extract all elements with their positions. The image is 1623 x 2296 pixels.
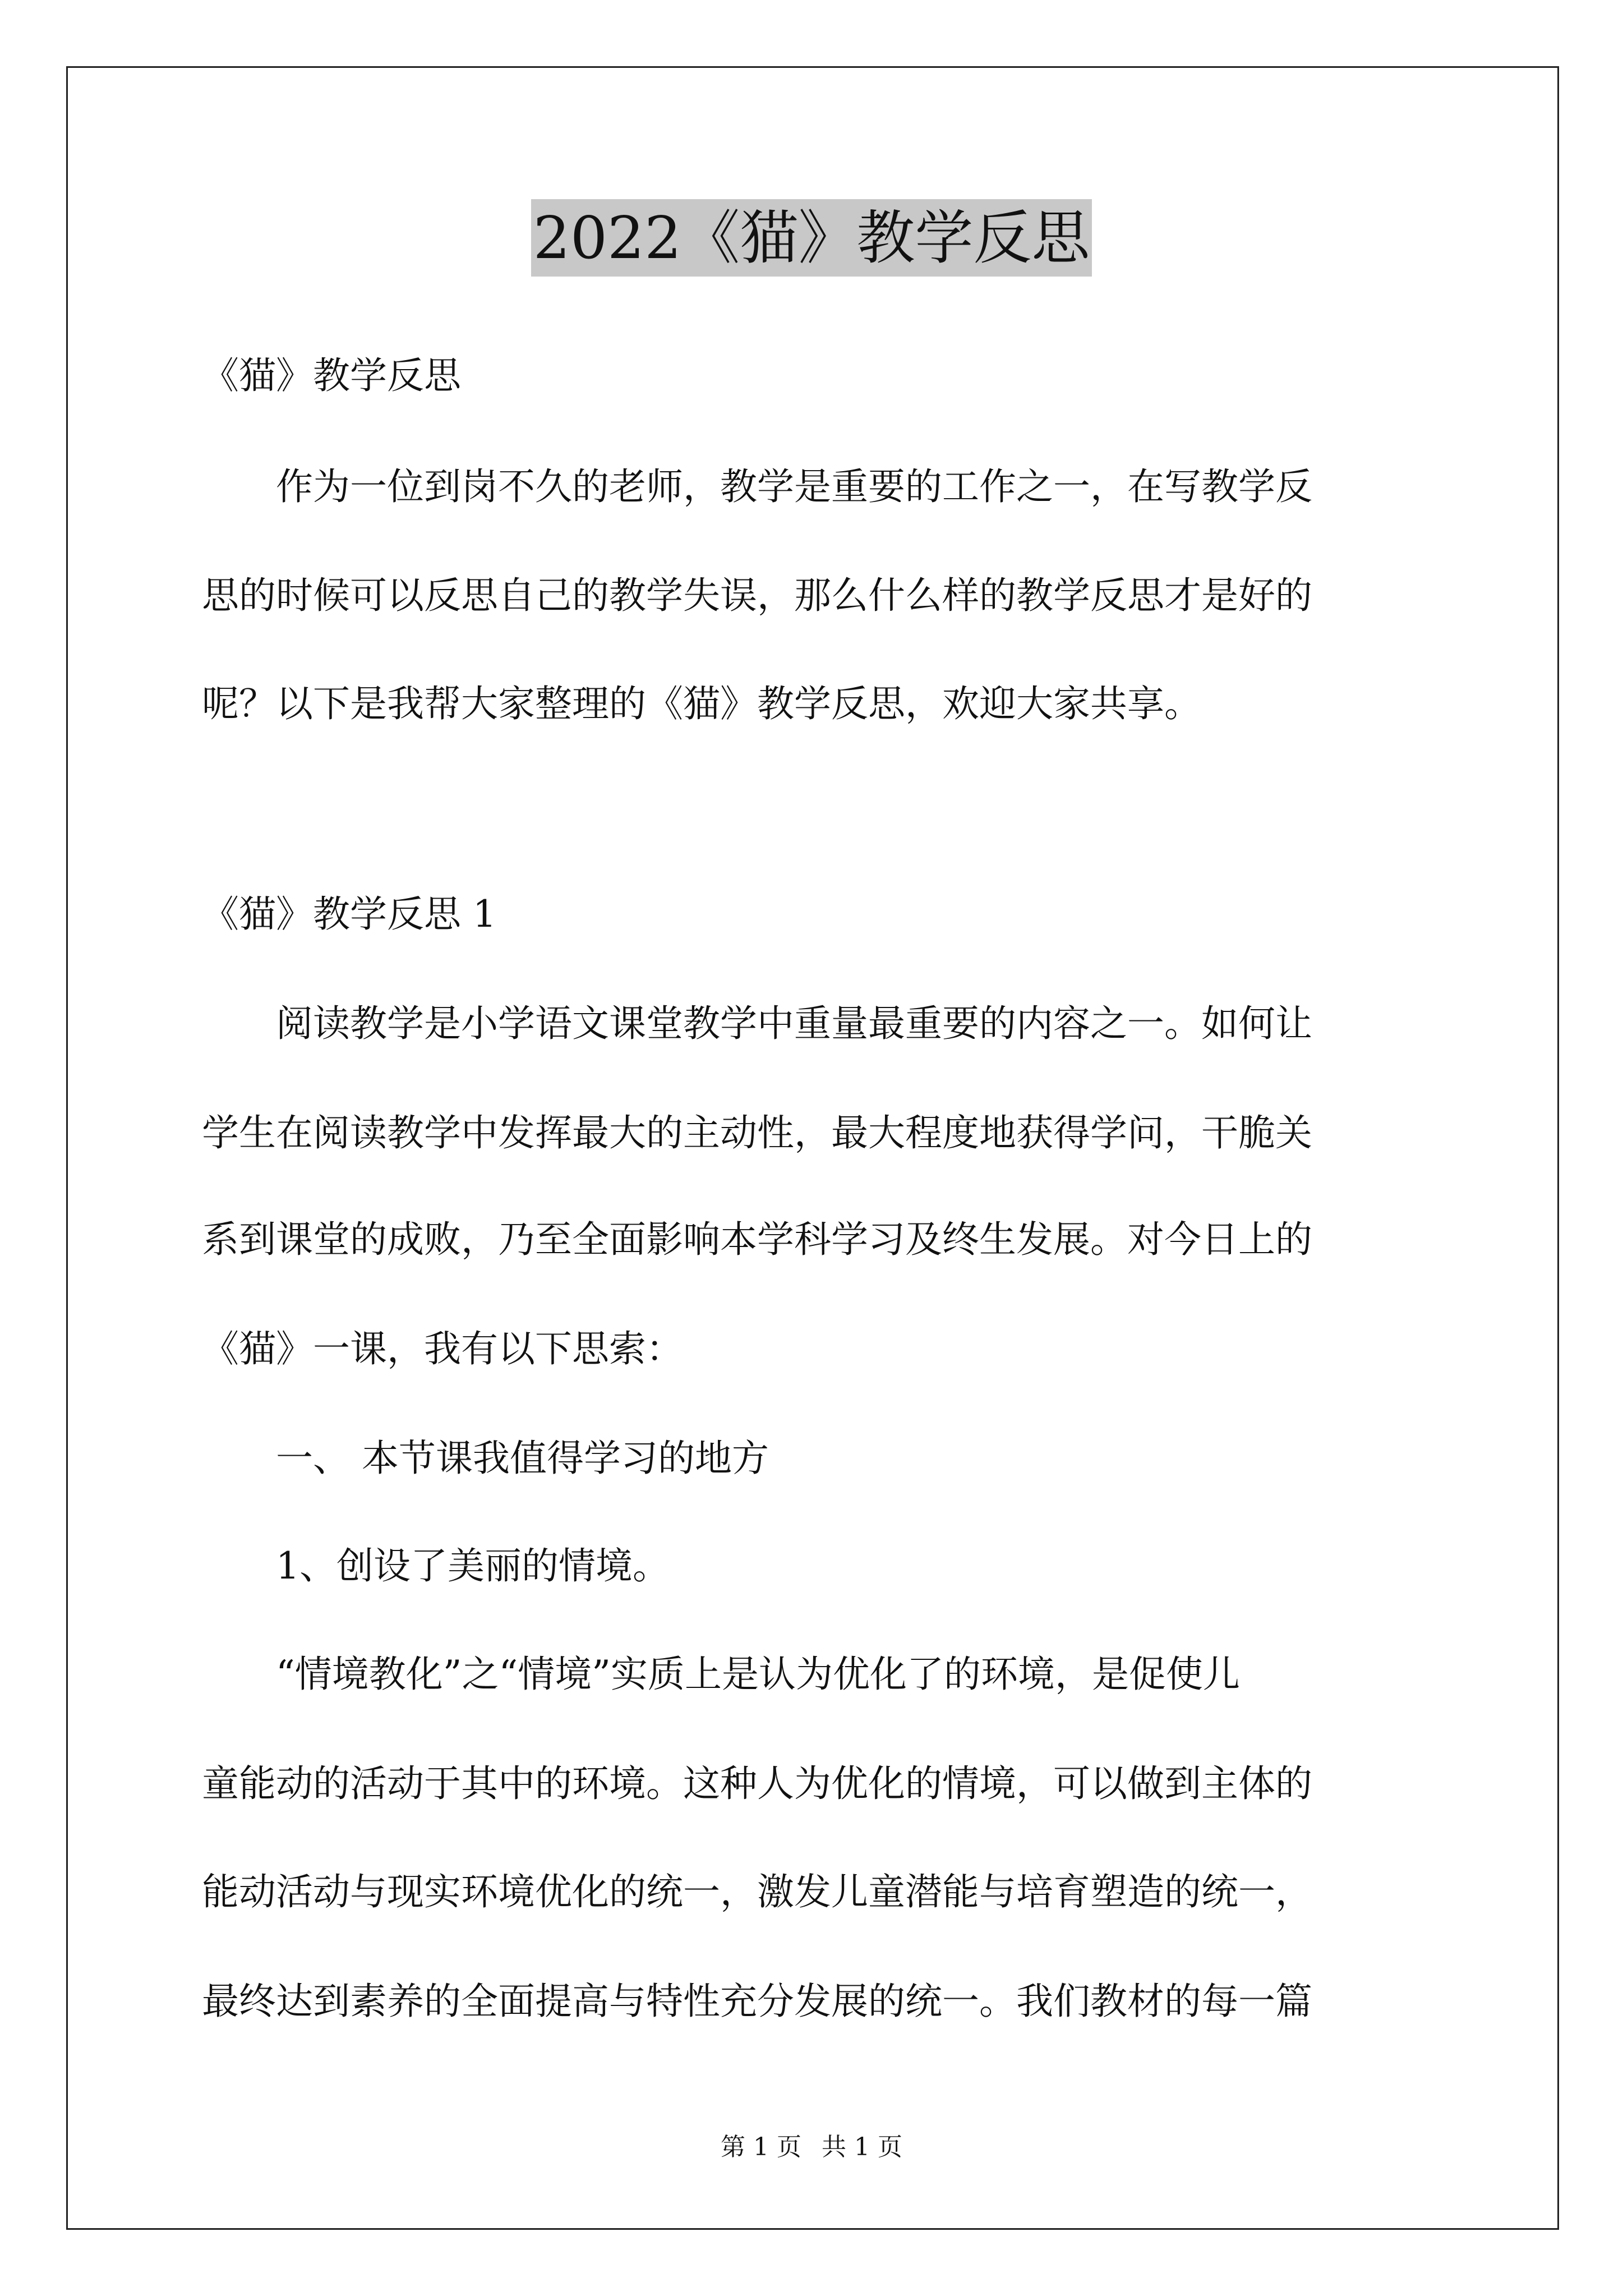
text-line: 童能动的活动于其中的环境。这种人为优化的情境，可以做到主体的 xyxy=(202,1762,1312,1805)
text-line: 《猫》一课，我有以下思索： xyxy=(202,1327,683,1370)
text-line: 《猫》教学反思 xyxy=(202,354,461,397)
text-line: 阅读教学是小学语文课堂教学中重量最重要的内容之一。如何让 xyxy=(202,1002,1312,1045)
text-line: 呢？以下是我帮大家整理的《猫》教学反思，欢迎大家共享。 xyxy=(202,682,1201,725)
text-line: 能动活动与现实环境优化的统一，激发儿童潜能与培育塑造的统一， xyxy=(202,1870,1312,1913)
text-line: “情境教化”之“情境”实质上是认为优化了的环境，是促使儿 xyxy=(202,1653,1240,1696)
text-line: 系到课堂的成败，乃至全面影响本学科学习及终生发展。对今日上的 xyxy=(202,1218,1312,1261)
title-wrap xyxy=(0,199,1623,277)
text-line: 学生在阅读教学中发挥最大的主动性，最大程度地获得学问，干脆关 xyxy=(202,1111,1312,1154)
text-line: 作为一位到岗不久的老师，教学是重要的工作之一，在写教学反 xyxy=(202,465,1312,508)
page-count: 共 1 页 xyxy=(822,2133,902,2161)
text-line: 最终达到素养的全面提高与特性充分发展的统一。我们教材的每一篇 xyxy=(202,1980,1312,2023)
text-line: 一、 本节课我值得学习的地方 xyxy=(202,1437,769,1480)
text-line: 1、创设了美丽的情境。 xyxy=(202,1544,670,1588)
page-number: 第 1 页 xyxy=(721,2133,801,2161)
document-title: 2022《猫》教学反思 xyxy=(531,199,1092,277)
text-line: 思的时候可以反思自己的教学失误，那么什么样的教学反思才是好的 xyxy=(202,574,1312,617)
text-line: 《猫》教学反思 1 xyxy=(202,892,496,936)
page-footer xyxy=(0,2132,1623,2163)
